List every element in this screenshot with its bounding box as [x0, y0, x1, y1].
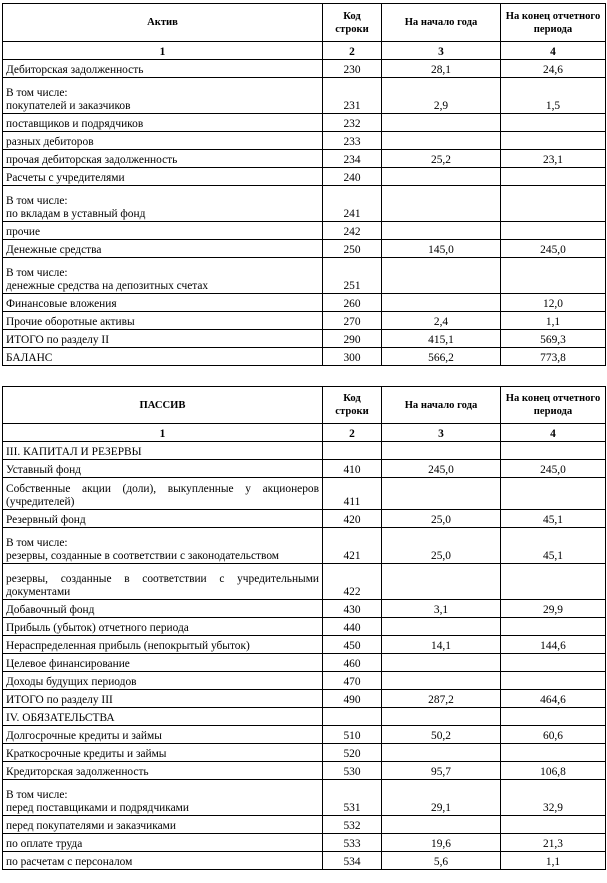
row-end-value: 21,3 [501, 834, 606, 852]
row-code: 242 [323, 222, 382, 240]
row-end-value: 106,8 [501, 762, 606, 780]
row-name [3, 618, 323, 636]
table-row [3, 690, 606, 708]
row-end-value [501, 618, 606, 636]
aktiv-colnum-row [3, 42, 606, 60]
row-code: 422 [323, 564, 382, 600]
passiv-colnum-row [3, 424, 606, 442]
row-end-value [501, 222, 606, 240]
passiv-header-end: На конец отчетного периода [501, 387, 606, 424]
row-name [3, 258, 323, 294]
row-end-value: 32,9 [501, 780, 606, 816]
passiv-colnum: 1 [3, 424, 323, 442]
row-begin-value: 14,1 [382, 636, 501, 654]
row-begin-value [382, 114, 501, 132]
row-code: 532 [323, 816, 382, 834]
row-name [3, 132, 323, 150]
table-row [3, 564, 606, 600]
row-name-text: перед покупателями и заказчиками [6, 820, 176, 832]
table-row [3, 478, 606, 510]
table-row [3, 636, 606, 654]
row-name-text: Дебиторская задолженность [6, 64, 144, 76]
row-code: 260 [323, 294, 382, 312]
aktiv-table [2, 3, 606, 366]
row-name [3, 672, 323, 690]
table-row [3, 726, 606, 744]
row-name [3, 654, 323, 672]
row-begin-value: 145,0 [382, 240, 501, 258]
row-end-value: 60,6 [501, 726, 606, 744]
row-code: 490 [323, 690, 382, 708]
row-name [3, 240, 323, 258]
row-name-prefix: В том числе: [6, 789, 68, 801]
row-name-text: резервы, созданные в соответствии с учредительными документами [6, 573, 319, 598]
row-begin-value: 5,6 [382, 852, 501, 870]
row-end-value: 1,1 [501, 852, 606, 870]
row-begin-value: 415,1 [382, 330, 501, 348]
table-row [3, 330, 606, 348]
row-name [3, 114, 323, 132]
row-end-value: 1,1 [501, 312, 606, 330]
row-end-value [501, 816, 606, 834]
row-code: 460 [323, 654, 382, 672]
table-row [3, 654, 606, 672]
table-row [3, 168, 606, 186]
table-row [3, 528, 606, 564]
row-name-text: БАЛАНС [6, 352, 53, 364]
table-row [3, 618, 606, 636]
row-name [3, 744, 323, 762]
row-name-prefix: В том числе: [6, 537, 68, 549]
row-code: 233 [323, 132, 382, 150]
row-end-value: 45,1 [501, 528, 606, 564]
row-name [3, 510, 323, 528]
table-row [3, 312, 606, 330]
row-name [3, 294, 323, 312]
row-name-text: резервы, созданные в соответствии с законодательством [6, 550, 280, 562]
row-name-prefix: В том числе: [6, 195, 68, 207]
row-begin-value [382, 564, 501, 600]
row-name-text: Целевое финансирование [6, 658, 130, 670]
row-end-value [501, 442, 606, 460]
row-begin-value: 25,0 [382, 510, 501, 528]
passiv-colnum: 4 [501, 424, 606, 442]
row-code: 533 [323, 834, 382, 852]
row-name-text: Прибыль (убыток) отчетного периода [6, 622, 189, 634]
row-name [3, 780, 323, 816]
table-row [3, 150, 606, 168]
row-end-value [501, 186, 606, 222]
row-end-value [501, 708, 606, 726]
row-begin-value [382, 618, 501, 636]
row-begin-value [382, 442, 501, 460]
row-end-value: 245,0 [501, 460, 606, 478]
section-row [3, 708, 606, 726]
table-row [3, 510, 606, 528]
row-code: 411 [323, 478, 382, 510]
row-name-text: Кредиторская задолженность [6, 766, 149, 778]
row-begin-value [382, 294, 501, 312]
row-code: 231 [323, 78, 382, 114]
row-name [3, 636, 323, 654]
row-name [3, 528, 323, 564]
row-name-text: Прочие оборотные активы [6, 316, 135, 328]
passiv-colnum: 2 [323, 424, 382, 442]
row-name-text: Собственные акции (доли), выкупленные у акционеров (учредителей) [6, 483, 319, 508]
row-name [3, 222, 323, 240]
row-end-value [501, 564, 606, 600]
row-name-text: денежные средства на депозитных счетах [6, 280, 209, 292]
row-name-text: прочая дебиторская задолженность [6, 154, 178, 166]
row-name [3, 348, 323, 366]
row-name [3, 478, 323, 510]
table-row [3, 60, 606, 78]
passiv-colnum: 3 [382, 424, 501, 442]
row-name-text: Долгосрочные кредиты и займы [6, 730, 162, 742]
passiv-header-begin: На начало года [382, 387, 501, 424]
aktiv-header-name: Актив [3, 4, 323, 42]
row-begin-value: 3,1 [382, 600, 501, 618]
row-code: 420 [323, 510, 382, 528]
row-begin-value: 28,1 [382, 60, 501, 78]
row-name [3, 60, 323, 78]
row-end-value [501, 258, 606, 294]
row-end-value [501, 744, 606, 762]
row-begin-value [382, 132, 501, 150]
row-end-value [501, 672, 606, 690]
row-begin-value [382, 258, 501, 294]
table-row [3, 186, 606, 222]
row-code: 421 [323, 528, 382, 564]
row-name [3, 708, 323, 726]
row-end-value: 1,5 [501, 78, 606, 114]
row-code: 530 [323, 762, 382, 780]
passiv-header-name: ПАССИВ [3, 387, 323, 424]
row-begin-value [382, 708, 501, 726]
passiv-header-row [3, 387, 606, 424]
row-end-value [501, 478, 606, 510]
row-name [3, 312, 323, 330]
row-name-text: Доходы будущих периодов [6, 676, 137, 688]
row-begin-value: 2,4 [382, 312, 501, 330]
table-row [3, 348, 606, 366]
row-code: 250 [323, 240, 382, 258]
row-end-value: 464,6 [501, 690, 606, 708]
row-code: 232 [323, 114, 382, 132]
row-name-text: разных дебиторов [6, 136, 94, 148]
table-row [3, 762, 606, 780]
table-row [3, 258, 606, 294]
row-name-text: Нераспределенная прибыль (непокрытый убыток) [6, 640, 250, 652]
row-code: 241 [323, 186, 382, 222]
row-end-value [501, 132, 606, 150]
row-name [3, 78, 323, 114]
table-row [3, 222, 606, 240]
aktiv-header-begin: На начало года [382, 4, 501, 42]
table-row [3, 672, 606, 690]
row-name [3, 852, 323, 870]
row-code: 234 [323, 150, 382, 168]
table-row [3, 744, 606, 762]
table-row [3, 114, 606, 132]
row-name-text: ИТОГО по разделу III [6, 694, 113, 706]
aktiv-colnum: 2 [323, 42, 382, 60]
row-end-value [501, 114, 606, 132]
row-name-text: Резервный фонд [6, 514, 86, 526]
row-name-text: поставщиков и подрядчиков [6, 118, 144, 130]
row-name [3, 834, 323, 852]
table-row [3, 600, 606, 618]
row-name-text: Краткосрочные кредиты и займы [6, 748, 167, 760]
row-begin-value [382, 168, 501, 186]
row-name-prefix: В том числе: [6, 267, 68, 279]
table-row [3, 816, 606, 834]
row-name-text: по оплате труда [6, 838, 83, 850]
aktiv-header-code: Код строки [323, 4, 382, 42]
table-row [3, 834, 606, 852]
row-name [3, 600, 323, 618]
row-begin-value: 25,0 [382, 528, 501, 564]
row-begin-value: 566,2 [382, 348, 501, 366]
row-name-text: Добавочный фонд [6, 604, 95, 616]
row-end-value: 23,1 [501, 150, 606, 168]
table-row [3, 460, 606, 478]
section-row [3, 442, 606, 460]
row-name [3, 690, 323, 708]
table-row [3, 132, 606, 150]
row-name [3, 460, 323, 478]
row-code: 300 [323, 348, 382, 366]
row-begin-value [382, 744, 501, 762]
row-code: 240 [323, 168, 382, 186]
row-name [3, 186, 323, 222]
row-begin-value: 95,7 [382, 762, 501, 780]
row-begin-value [382, 816, 501, 834]
table-row [3, 240, 606, 258]
row-name-text: ИТОГО по разделу II [6, 334, 109, 346]
row-name-text: Финансовые вложения [6, 298, 117, 310]
row-end-value [501, 168, 606, 186]
row-code: 440 [323, 618, 382, 636]
row-begin-value [382, 654, 501, 672]
row-code: 520 [323, 744, 382, 762]
passiv-table [2, 386, 606, 870]
aktiv-colnum: 4 [501, 42, 606, 60]
aktiv-header-row [3, 4, 606, 42]
row-code [323, 442, 382, 460]
row-code [323, 708, 382, 726]
row-end-value: 773,8 [501, 348, 606, 366]
row-end-value [501, 654, 606, 672]
row-name [3, 726, 323, 744]
row-begin-value: 2,9 [382, 78, 501, 114]
row-end-value: 24,6 [501, 60, 606, 78]
row-name [3, 564, 323, 600]
row-code: 510 [323, 726, 382, 744]
row-name-text: Расчеты с учредителями [6, 172, 125, 184]
row-end-value: 29,9 [501, 600, 606, 618]
row-name [3, 762, 323, 780]
row-code: 534 [323, 852, 382, 870]
aktiv-header-end: На конец отчетного периода [501, 4, 606, 42]
row-end-value: 144,6 [501, 636, 606, 654]
row-code: 531 [323, 780, 382, 816]
row-name [3, 150, 323, 168]
aktiv-colnum: 3 [382, 42, 501, 60]
row-code: 410 [323, 460, 382, 478]
row-name [3, 330, 323, 348]
row-name-text: по вкладам в уставный фонд [6, 208, 146, 220]
row-end-value: 245,0 [501, 240, 606, 258]
row-end-value: 569,3 [501, 330, 606, 348]
table-row [3, 78, 606, 114]
row-code: 251 [323, 258, 382, 294]
aktiv-colnum: 1 [3, 42, 323, 60]
row-name-text: Уставный фонд [6, 464, 81, 476]
row-begin-value: 245,0 [382, 460, 501, 478]
row-begin-value [382, 186, 501, 222]
row-code: 290 [323, 330, 382, 348]
row-name [3, 442, 323, 460]
row-name-text: по расчетам с персоналом [6, 856, 133, 868]
row-end-value: 45,1 [501, 510, 606, 528]
row-name [3, 816, 323, 834]
row-end-value: 12,0 [501, 294, 606, 312]
row-code: 430 [323, 600, 382, 618]
row-name-text: III. КАПИТАЛ И РЕЗЕРВЫ [6, 446, 142, 458]
row-begin-value [382, 222, 501, 240]
row-begin-value: 19,6 [382, 834, 501, 852]
row-code: 230 [323, 60, 382, 78]
row-name-text: IV. ОБЯЗАТЕЛЬСТВА [6, 712, 115, 724]
row-name [3, 168, 323, 186]
row-name-text: Денежные средства [6, 244, 102, 256]
table-row [3, 294, 606, 312]
row-begin-value: 29,1 [382, 780, 501, 816]
row-begin-value: 50,2 [382, 726, 501, 744]
row-name-text: покупателей и заказчиков [6, 100, 131, 112]
table-row [3, 780, 606, 816]
row-begin-value [382, 478, 501, 510]
row-begin-value: 25,2 [382, 150, 501, 168]
table-row [3, 852, 606, 870]
row-code: 470 [323, 672, 382, 690]
passiv-header-code: Код строки [323, 387, 382, 424]
row-code: 270 [323, 312, 382, 330]
row-begin-value: 287,2 [382, 690, 501, 708]
row-name-text: перед поставщиками и подрядчиками [6, 802, 189, 814]
row-name-prefix: В том числе: [6, 87, 68, 99]
row-begin-value [382, 672, 501, 690]
row-code: 450 [323, 636, 382, 654]
row-name-text: прочие [6, 226, 41, 238]
